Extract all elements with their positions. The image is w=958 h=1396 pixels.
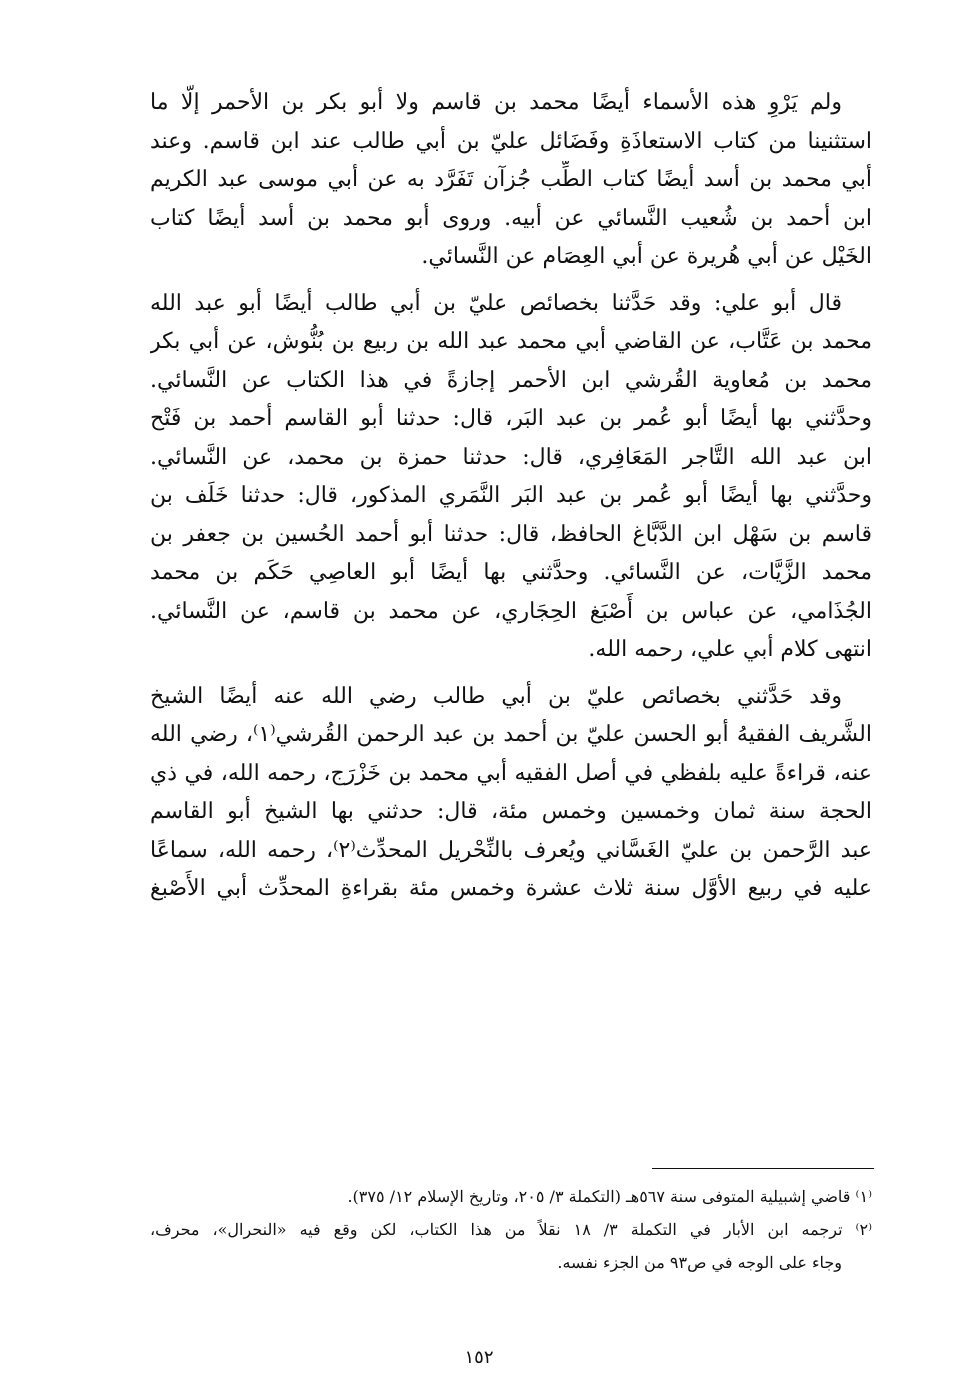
text-line: قال أبو علي: وقد حَدَّثنا بخصائص عليّ بن أبي طالب أيضًا أبو عبد الله (150, 290, 842, 316)
footnote-2 (150, 1213, 872, 1279)
text-line: وقد حَدَّثني بخصائص عليّ بن أبي طالب رضي الله عنه أيضًا الشيخ (150, 683, 842, 709)
main-text (150, 84, 872, 909)
text-line: الحجة سنة ثمان وخمسين وخمس مئة، قال: حدثني بها الشيخ أبو القاسم (150, 799, 872, 824)
text-line: محمد الزَّيَّات، عن النَّسائي. وحدَّثني بها أيضًا أبو العاصِي حَكَم بن محمد (150, 560, 872, 585)
text-line: ابن أحمد بن شُعيب النَّسائي عن أبيه. وروى أبو محمد بن أسد أيضًا كتاب (150, 205, 872, 231)
footnote-1 (150, 1180, 872, 1213)
footnote-separator (652, 1168, 874, 1169)
text-line: استثنينا من كتاب الاستعاذَةِ وفَضَائل عليّ بن أبي طالب عند ابن قاسم. وعند (150, 128, 872, 154)
paragraph-spacer (150, 277, 872, 285)
paragraph-spacer (150, 670, 872, 678)
text-line: ولم يَرْوِ هذه الأسماء أيضًا محمد بن قاسم ولا أبو بكر بن الأحمر إلّا ما (150, 90, 842, 115)
text-line: محمد بن مُعاوية القُرشي ابن الأحمر إجازةً في هذا الكتاب عن النَّسائي. (150, 367, 872, 393)
footnote-text: ترجمه ابن الأبار في التكملة ٣/ ١٨ نقلاً من هذا الكتاب، لكن وقع فيه «النحرال»، محرف، (150, 1220, 843, 1239)
text-line: الجُذَامي، عن عباس بن أَصْبَغ الحِجَاري، عن محمد بن قاسم، عن النَّسائي. (150, 598, 872, 624)
footnotes (150, 1180, 872, 1279)
text-line: انتهى كلام أبي علي، رحمه الله. (588, 637, 872, 662)
footnote-line (150, 1180, 872, 1213)
text-line: عنه، قراءةً عليه بلفظي في أصل الفقيه أبي محمد بن خَزْرَج، رحمه الله، في ذي (150, 760, 872, 786)
footnote-marker: ⁽٢⁾ (855, 1220, 872, 1239)
footnote-marker: ⁽١⁾ (855, 1187, 872, 1206)
page-number: ١٥٢ (464, 1347, 494, 1368)
text-line: وحدَّثني بها أيضًا أبو عُمر بن عبد البَر النَّمَري المذكور، قال: حدثنا خَلَف بن (150, 483, 872, 508)
paragraph-1 (150, 84, 872, 277)
paragraph-2 (150, 285, 872, 670)
footnote-line: وجاء على الوجه في ص٩٣ من الجزء نفسه. (557, 1253, 842, 1272)
text-line: عليه في ربيع الأوَّل سنة ثلاث عشرة وخمس مئة بقراءةِ المحدِّث أبي الأَصْبغ (150, 876, 872, 901)
footnote-text: قاضي إشبيلية المتوفى سنة ٥٦٧هـ (التكملة ٣/ ٢٠٥، وتاريخ الإسلام ١٢/ ٣٧٥). (347, 1187, 851, 1206)
paragraph-3 (150, 678, 872, 909)
text-line: وحدَّثني بها أيضًا أبو عُمر بن عبد البَر، قال: حدثنا أبو القاسم أحمد بن فَتْح (150, 406, 872, 431)
text-line: الشَّريف الفقيهُ أبو الحسن عليّ بن أحمد بن عبد الرحمن القُرشي⁽١⁾، رضي الله (150, 722, 872, 747)
text-line: قاسم بن سَهْل ابن الدَّبَّاغ الحافظ، قال: حدثنا أبو أحمد الحُسين بن جعفر بن (150, 521, 872, 547)
footnote-line (150, 1213, 872, 1246)
text-line: عبد الرَّحمن بن عليّ الغَسَّاني ويُعرف بالنِّحْريل المحدِّث⁽٢⁾، رحمه الله، سماعًا (150, 837, 872, 863)
text-line: الخَيْل عن أبي هُريرة عن أبي العِصَام عن النَّسائي. (421, 244, 872, 269)
text-line: محمد بن عَتَّاب، عن القاضي أبي محمد عبد الله بن ربيع بن بُنُّوش، عن أبي بكر (150, 329, 872, 354)
text-line: أبي محمد بن أسد أيضًا كتاب الطِّب جُزآن تَفَرَّد به عن أبي موسى عبد الكريم (150, 167, 872, 192)
text-line: ابن عبد الله التَّاجر المَعَافِري، قال: حدثنا حمزة بن محمد، عن النَّسائي. (150, 444, 872, 470)
